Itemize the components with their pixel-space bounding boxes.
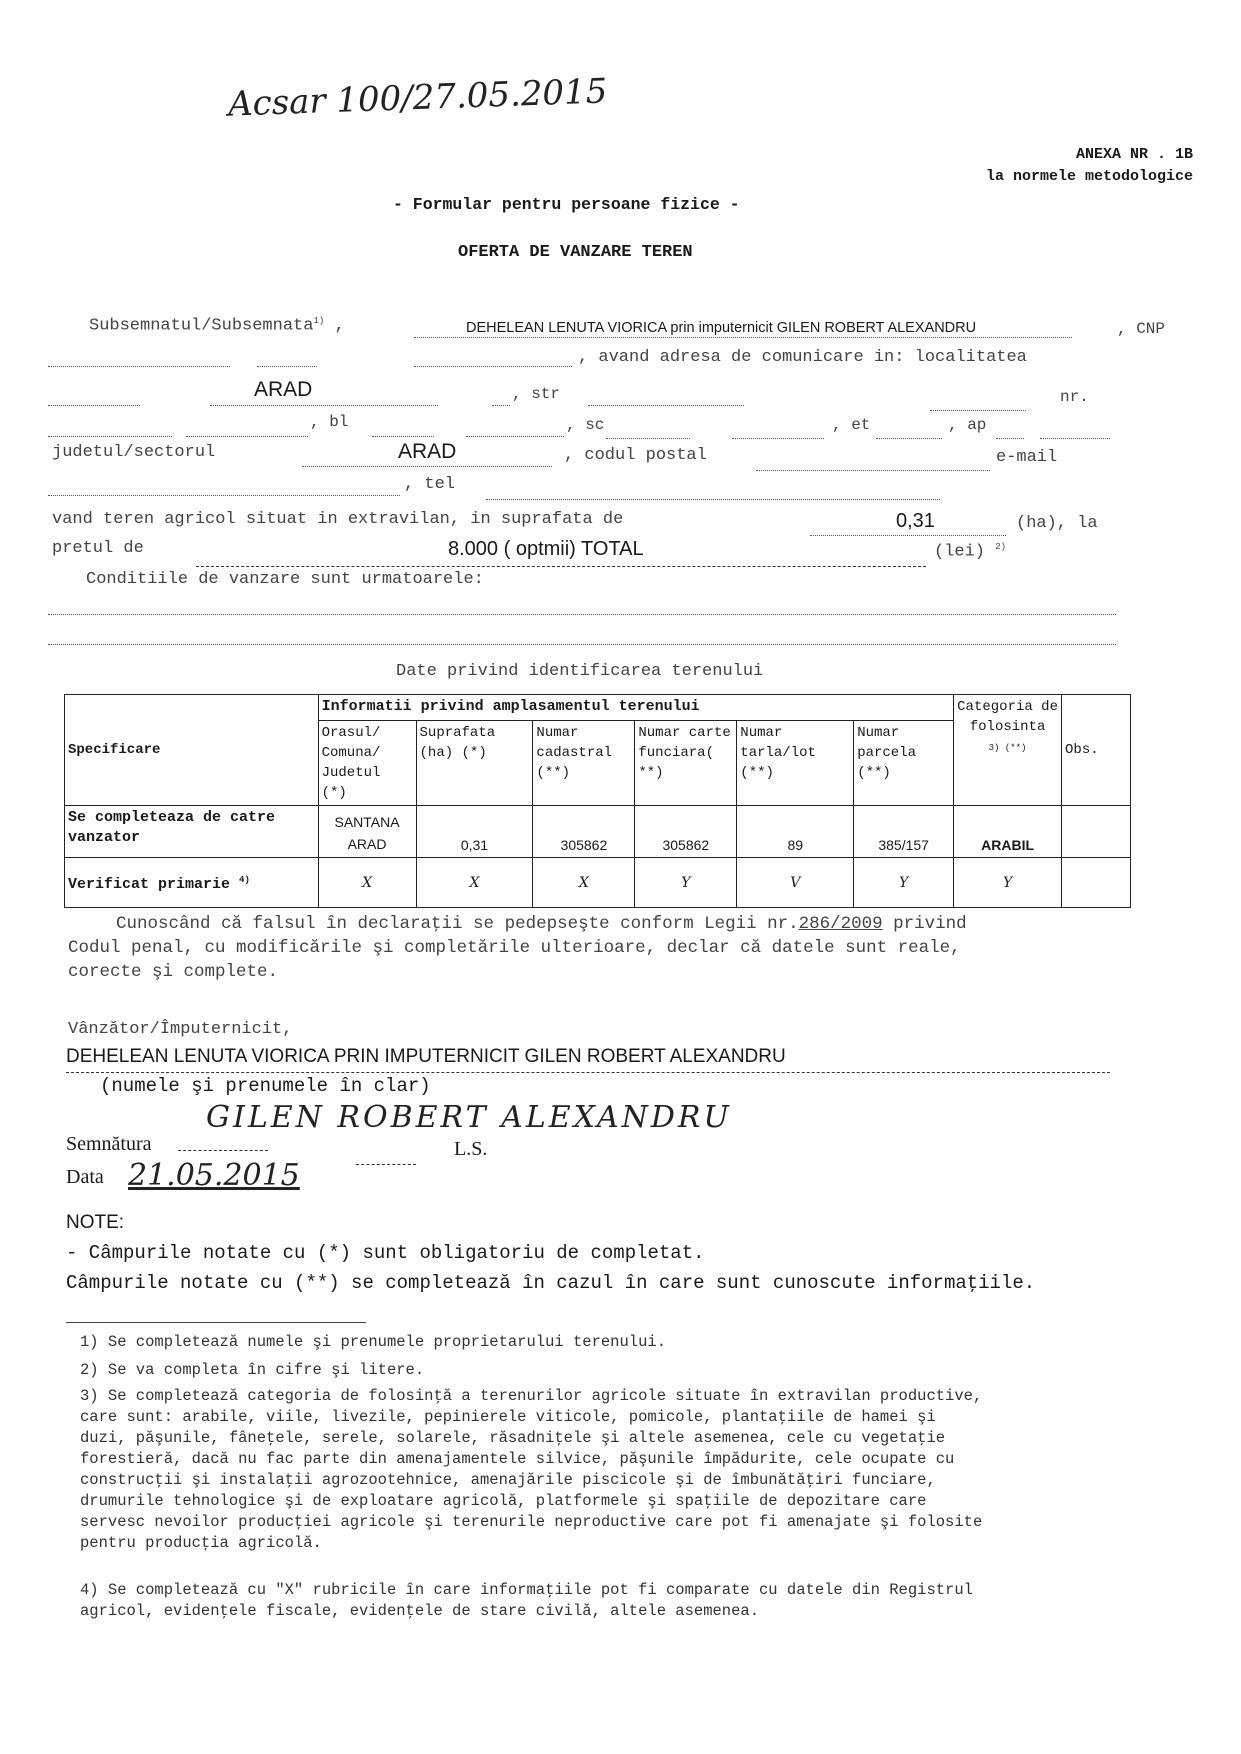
- cadastral-value[interactable]: 305862: [533, 806, 635, 858]
- seller-label: Vânzător/Împuternicit,: [68, 1020, 293, 1039]
- et-label: , et: [832, 416, 871, 434]
- footnote-1: 1) Se completează numele şi prenumele proprietarului terenului.: [80, 1333, 666, 1351]
- land-book-value[interactable]: 305862: [635, 806, 737, 858]
- name-hint: (numele şi prenumele în clar): [100, 1075, 431, 1097]
- location-group-header: Informatii privind amplasamentul terenului: [318, 695, 954, 721]
- locality-field[interactable]: ARAD: [254, 378, 313, 401]
- notes-title: NOTE:: [66, 1212, 125, 1233]
- notes-line-2: Câmpurile notate cu (**) se completează în cazul în care sunt cunoscute informaţiile.: [66, 1272, 1036, 1294]
- column-header-land-book: Numar carte funciara( **): [635, 721, 737, 806]
- price-field[interactable]: 8.000 ( optmii) TOTAL: [448, 538, 644, 560]
- declaration-line-3: corecte şi complete.: [68, 962, 279, 982]
- declaration-line-1: Cunoscând că falsul în declaraţii se pedepseşte conform Legii nr.286/2009 privind: [116, 914, 967, 934]
- obs-header: Obs.: [1062, 695, 1131, 806]
- seller-full-name-field[interactable]: DEHELEAN LENUTA VIORICA PRIN IMPUTERNICIT GILEN ROBERT ALEXANDRU: [66, 1046, 786, 1067]
- column-header-cadastral: Numar cadastral (**): [533, 721, 635, 806]
- footnote-3-line-2: care sunt: arabile, viile, livezile, pepinierele viticole, pomicole, plantaţiile de hamei şi: [80, 1408, 936, 1426]
- notes-line-1: - Câmpurile notate cu (*) sunt obligatoriu de completat.: [66, 1242, 705, 1264]
- subsemnatul-label: Subsemnatul/Subsemnata$^{1)}$ ,: [89, 316, 345, 336]
- verify-mark-cadastral[interactable]: X: [533, 858, 635, 908]
- footnote-3-line-5: construcţii şi instalaţii agrozootehnice, amenajările piscicole şi de îmbunătăţiri funciare,: [80, 1471, 936, 1489]
- footnote-3-line-3: duzi, păşunile, fâneţele, serele, solarele, răsadniţele şi altele asemenea, cele cu vegetaţie: [80, 1429, 946, 1447]
- address-label: , avand adresa de comunicare in: localitatea: [578, 348, 1027, 367]
- signature-label: Semnătura: [66, 1133, 152, 1155]
- area-unit: (ha), la: [1016, 514, 1098, 533]
- verify-mark-land-book[interactable]: Y: [635, 858, 737, 908]
- verify-mark-category[interactable]: Y: [954, 858, 1062, 908]
- footnote-3-line-1: 3) Se completează categoria de folosinţă a terenurilor agricole situate în extravilan productive,: [80, 1387, 983, 1405]
- area-value[interactable]: 0,31: [416, 806, 533, 858]
- parcel-value[interactable]: 385/157: [854, 806, 954, 858]
- verify-mark-obs[interactable]: [1062, 858, 1131, 908]
- land-identification-table: [64, 694, 1131, 908]
- postal-code-label: , codul postal: [564, 446, 707, 465]
- sc-label: , sc: [566, 416, 605, 434]
- category-value[interactable]: ARABIL: [954, 806, 1062, 858]
- footnote-3-line-7: servesc nevoilor producţiei agricole şi terenurile neproductive care pot fi amenajate şi folosite: [80, 1513, 983, 1531]
- verify-mark-plot[interactable]: V: [737, 858, 854, 908]
- location-value[interactable]: SANTANA ARAD: [318, 806, 416, 858]
- category-header: Categoria de folosinta 3) (**): [954, 695, 1062, 806]
- date-label: Data: [66, 1166, 104, 1188]
- verify-mark-area[interactable]: X: [416, 858, 533, 908]
- county-label: judetul/sectorul: [52, 443, 216, 462]
- email-label: e-mail: [996, 448, 1058, 467]
- obs-value[interactable]: [1062, 806, 1131, 858]
- column-header-location: Orasul/ Comuna/ Judetul (*): [318, 721, 416, 806]
- footnote-2: 2) Se va completa în cifre şi litere.: [80, 1361, 425, 1379]
- column-header-plot: Numar tarla/lot (**): [737, 721, 854, 806]
- page-title: OFERTA DE VANZARE TEREN: [458, 243, 693, 262]
- annex-number: ANEXA NR . 1B: [1075, 146, 1193, 163]
- street-label: , str: [512, 385, 561, 403]
- column-header-area: Suprafata (ha) (*): [416, 721, 533, 806]
- footnote-4-line-2: agricol, evidenţele fiscale, evidenţele de stare civilă, altele asemenea.: [80, 1602, 760, 1620]
- specificare-header: Specificare: [65, 695, 319, 806]
- cnp-label: , CNP: [1117, 320, 1166, 338]
- verify-row-label: Verificat primarie $^{4)}$: [65, 858, 319, 908]
- seller-name-field[interactable]: DEHELEAN LENUTA VIORICA prin imputernicit GILEN ROBERT ALEXANDRU: [466, 320, 977, 336]
- county-field[interactable]: ARAD: [398, 440, 457, 463]
- plot-value[interactable]: 89: [737, 806, 854, 858]
- price-label: pretul de: [52, 539, 144, 558]
- handwritten-name: GILEN ROBERT ALEXANDRU: [206, 1100, 732, 1135]
- footnote-3-line-4: forestieră, dacă nu fac parte din amenajamentele silvice, păşunile împădurite, cele ocupate cu: [80, 1450, 955, 1468]
- declaration-line-2: Codul penal, cu modificările şi completările ulterioare, declar că datele sunt reale,: [68, 938, 961, 958]
- handwritten-date[interactable]: 21.05.2015: [128, 1158, 300, 1193]
- footnote-3-line-8: pentru producţia agricolă.: [80, 1534, 322, 1552]
- land-description: vand teren agricol situat in extravilan, in suprafata de: [52, 510, 624, 529]
- verify-mark-location[interactable]: X: [318, 858, 416, 908]
- identification-title: Date privind identificarea terenului: [396, 662, 764, 681]
- bl-label: , bl: [310, 413, 349, 431]
- conditions-label: Conditiile de vanzare sunt urmatoarele:: [86, 570, 484, 589]
- footnote-3-line-6: drumurile tehnologice şi de exploatare agricolă, platformele şi spaţiile de depozitare care: [80, 1492, 927, 1510]
- seller-row-label: Se completeaza de catre vanzator: [65, 806, 319, 858]
- price-unit: (lei) $^{2)}$: [934, 542, 1007, 562]
- annex-subtitle: la normele metodologice: [985, 168, 1193, 185]
- ls-label: L.S.: [454, 1138, 488, 1160]
- ap-label: , ap: [948, 416, 987, 434]
- verify-mark-parcel[interactable]: Y: [854, 858, 954, 908]
- nr-label: nr.: [1060, 388, 1089, 406]
- tel-label: , tel: [404, 475, 456, 494]
- column-header-parcel: Numar parcela (**): [854, 721, 954, 806]
- handwritten-reference: Acsar 100/27.05.2015: [227, 71, 608, 125]
- footnote-4-line-1: 4) Se completează cu "X" rubricile în care informaţiile pot fi comparate cu datele din Registrul: [80, 1581, 973, 1599]
- form-type: - Formular pentru persoane fizice -: [393, 195, 740, 214]
- area-field[interactable]: 0,31: [896, 510, 935, 532]
